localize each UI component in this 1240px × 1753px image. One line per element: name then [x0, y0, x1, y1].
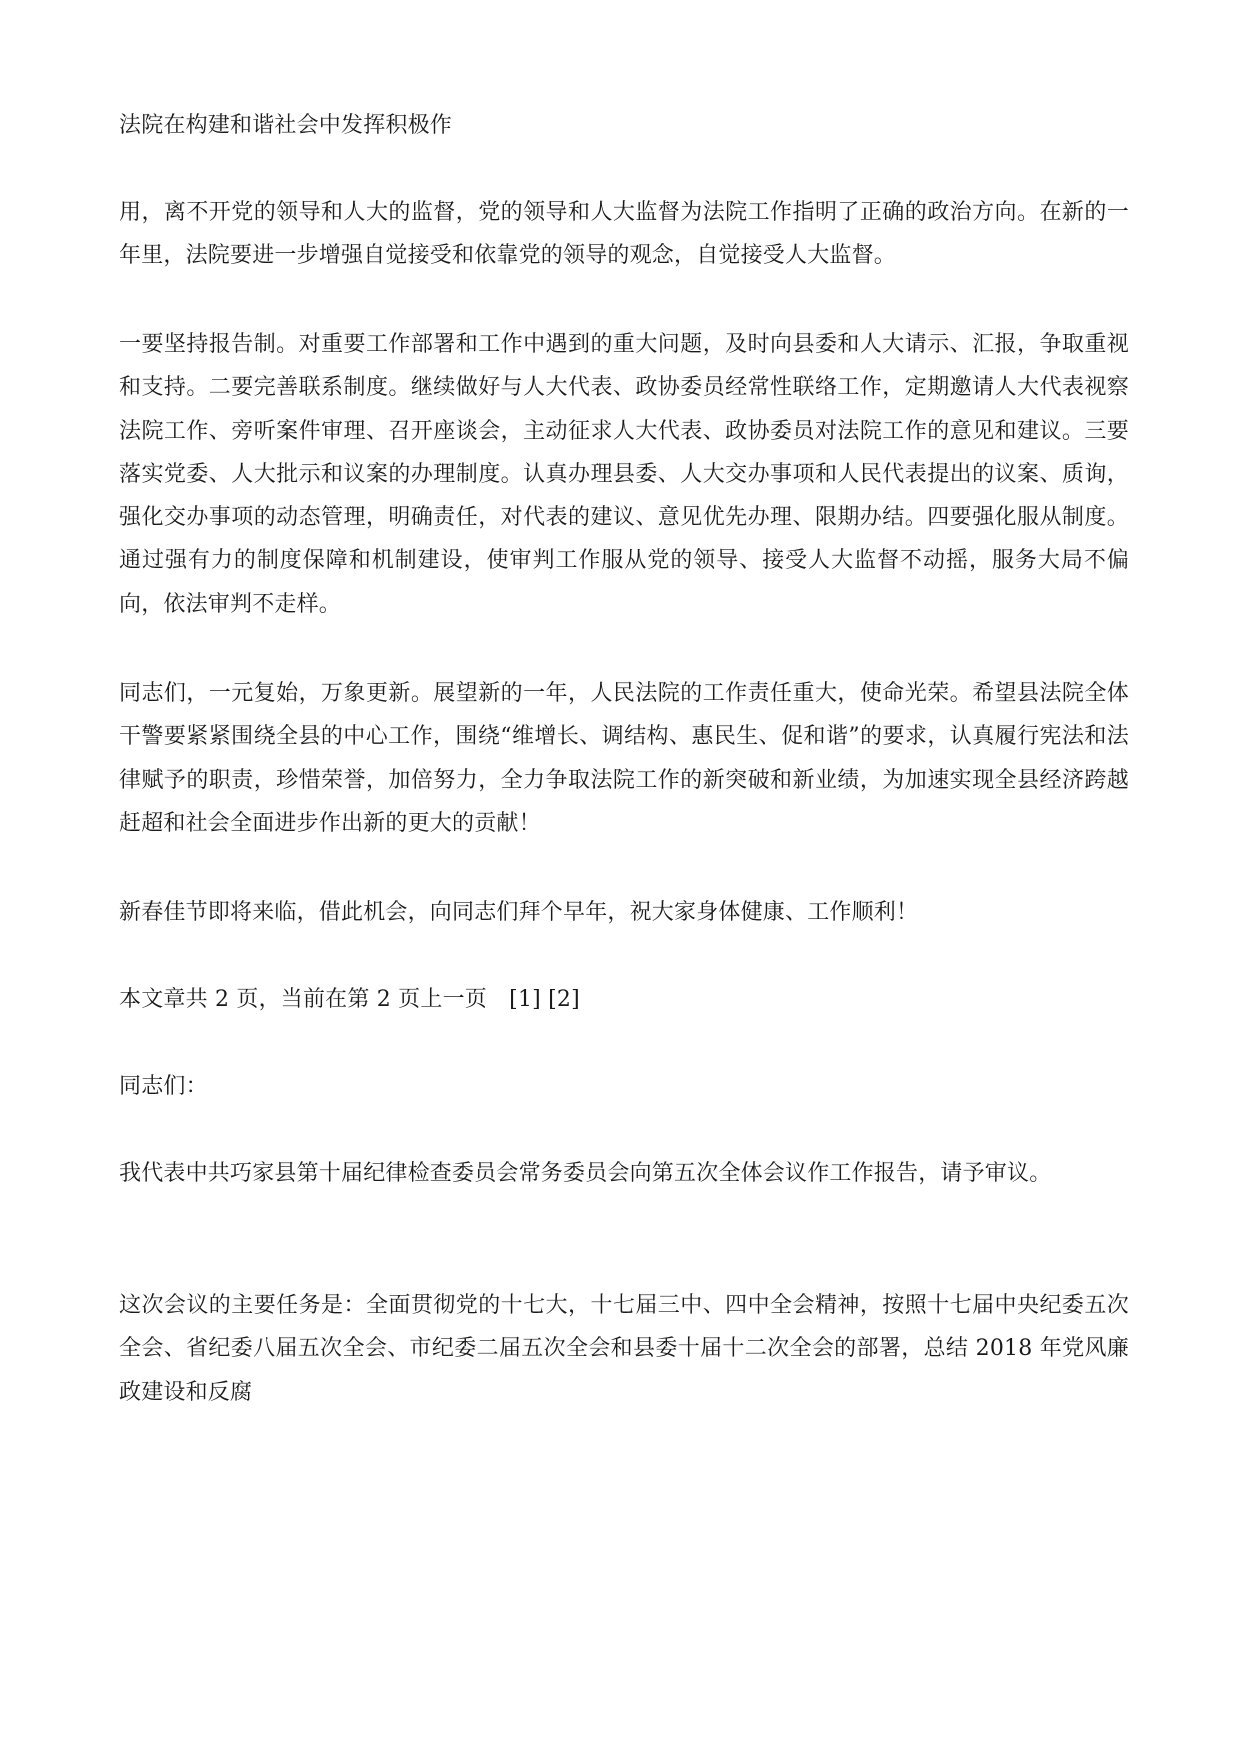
paragraph-party-leadership: 用，离不开党的领导和人大的监督，党的领导和人大监督为法院工作指明了正确的政治方向。在新的一年里，法院要进一步增强自觉接受和依靠党的领导的观念，自觉接受人大监督。	[119, 200, 1129, 269]
paragraph-four-requirements: 一要坚持报告制。对重要工作部署和工作中遇到的重大问题，及时向县委和人大请示、汇报，争取重视和支持。二要完善联系制度。继续做好与人大代表、政协委员经常性联络工作，定期邀请人大代表视察法院工作、旁听案件审理、召开座谈会，主动征求人大代表、政协委员对法院工作的意见和建议。三要落实党委、人大批示和议案的办理制度。认真办理县委、人大交办事项和人民代表提出的议案、质询，强化交办事项的动态管理，明确责任，对代表的建议、意见优先办理、限期办结。四要强化服从制度。通过强有力的制度保障和机制建设，使审判工作服从党的领导、接受人大监督不动摇，服务大局不偏向，依法审判不走样。	[119, 332, 1129, 617]
document-heading: 法院在构建和谐社会中发挥积极作	[119, 113, 453, 138]
salutation: 同志们：	[119, 1074, 208, 1099]
document-page	[119, 0, 1129, 1753]
pagination-note: 本文章共 2 页，当前在第 2 页上一页 [1] [2]	[119, 987, 580, 1012]
paragraph-meeting-tasks: 这次会议的主要任务是：全面贯彻党的十七大，十七届三中、四中全会精神，按照十七届中央纪委五次全会、省纪委八届五次全会、市纪委二届五次全会和县委十届十二次全会的部署，总结 2018 年党风廉政建设和反腐	[119, 1293, 1129, 1405]
paragraph-greetings: 新春佳节即将来临，借此机会，向同志们拜个早年，祝大家身体健康、工作顺利！	[119, 900, 919, 925]
paragraph-report-intro: 我代表中共巧家县第十届纪律检查委员会常务委员会向第五次全体会议作工作报告，请予审议。	[119, 1161, 1052, 1186]
paragraph-new-year-outlook: 同志们，一元复始，万象更新。展望新的一年，人民法院的工作责任重大，使命光荣。希望县法院全体干警要紧紧围绕全县的中心工作，围绕“维增长、调结构、惠民生、促和谐”的要求，认真履行宪法和法律赋予的职责，珍惜荣誉，加倍努力，全力争取法院工作的新突破和新业绩，为加速实现全县经济跨越赶超和社会全面进步作出新的更大的贡献！	[119, 681, 1129, 836]
